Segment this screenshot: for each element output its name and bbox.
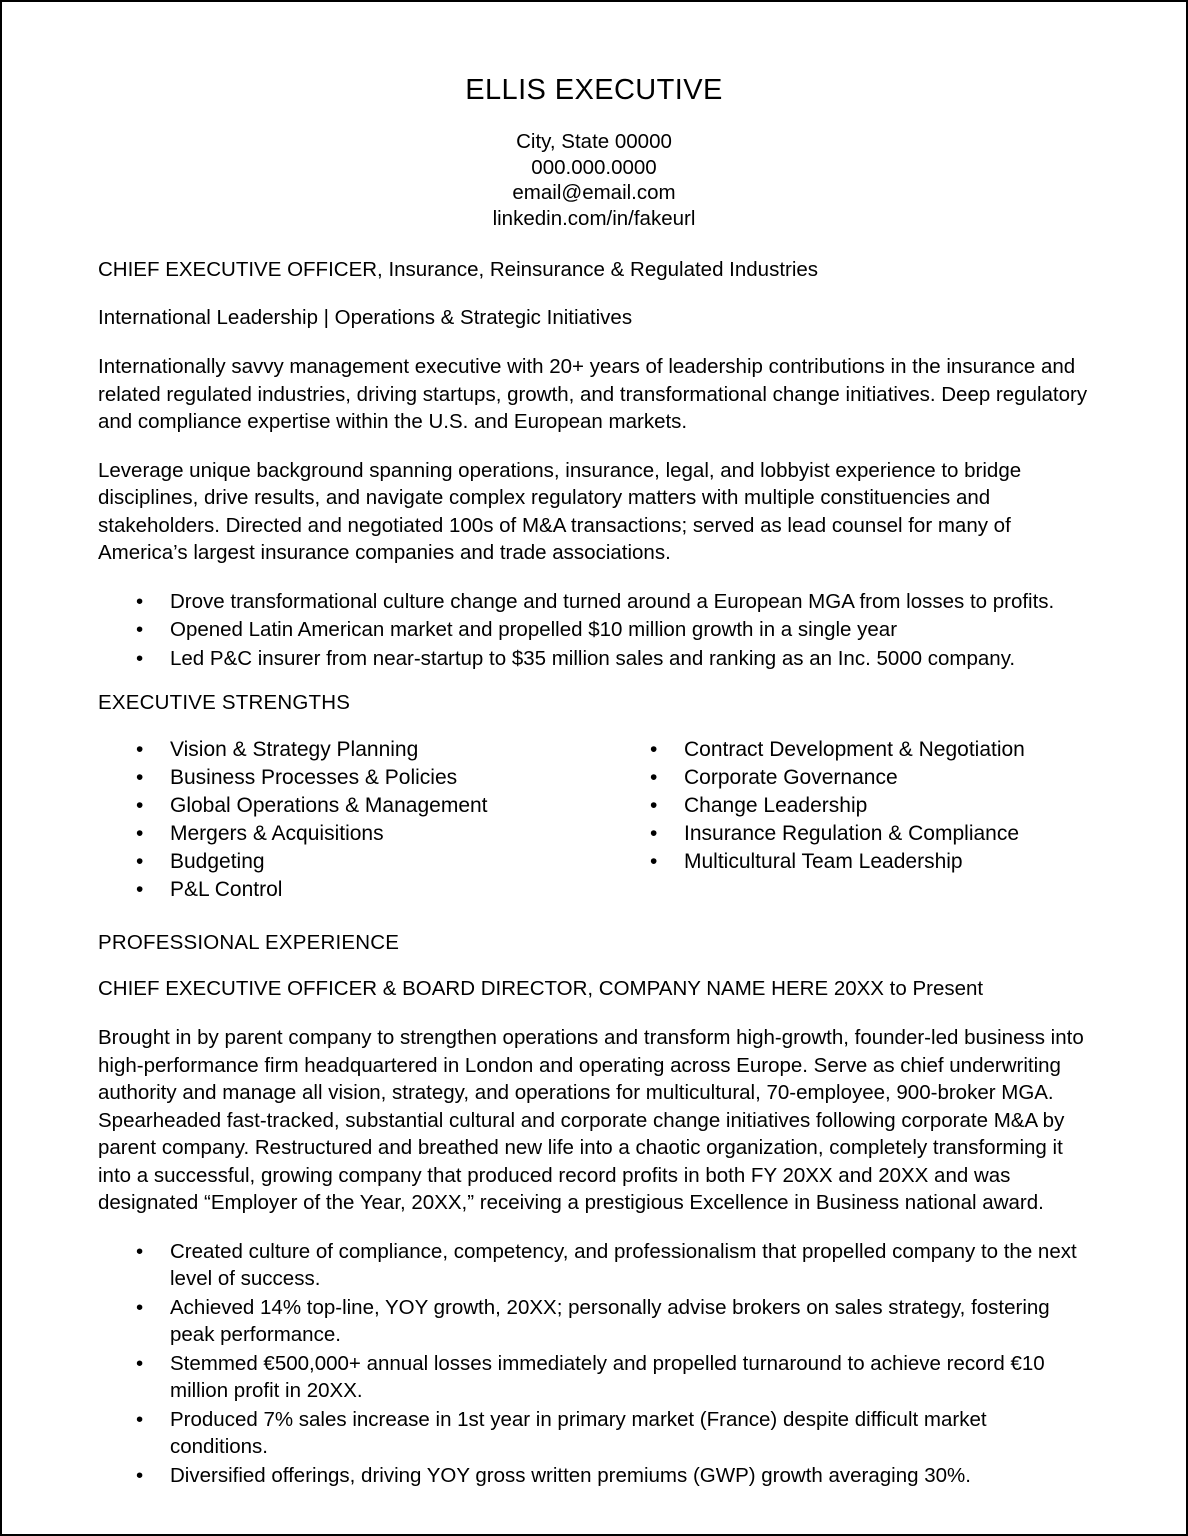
contact-block: [98, 129, 1090, 231]
bullet-icon: •: [650, 794, 658, 817]
list-item: [98, 1462, 1090, 1490]
bullet-icon: •: [650, 822, 658, 845]
strengths-column-right: [594, 736, 1090, 904]
list-item: [98, 1406, 1090, 1461]
bullet-icon: •: [136, 878, 144, 901]
list-item-text: Multicultural Team Leadership: [684, 850, 963, 873]
tagline: International Leadership | Operations & Strategic Initiatives: [98, 306, 633, 329]
bullet-icon: •: [650, 738, 658, 761]
bullet-icon: •: [650, 850, 658, 873]
list-item-text: Vision & Strategy Planning: [170, 738, 419, 761]
bullet-icon: •: [136, 738, 144, 761]
section-heading-professional-experience: PROFESSIONAL EXPERIENCE: [98, 931, 400, 954]
section-heading-executive-strengths: EXECUTIVE STRENGTHS: [98, 691, 351, 714]
bullet-icon: •: [136, 1295, 144, 1319]
bullet-icon: •: [136, 822, 144, 845]
list-item-text: Achieved 14% top-line, YOY growth, 20XX; personally advise brokers on sales strategy, fostering peak performance.: [170, 1295, 1050, 1346]
list-item: [98, 1350, 1090, 1405]
list-item: [98, 616, 1090, 644]
list-item-text: Opened Latin American market and propelled $10 million growth in a single year: [170, 618, 898, 641]
bullet-icon: •: [136, 618, 144, 641]
bullet-icon: •: [136, 589, 144, 613]
contact-linkedin: linkedin.com/in/fakeurl: [492, 206, 696, 230]
list-item-text: Corporate Governance: [684, 766, 898, 789]
list-item-text: Business Processes & Policies: [170, 766, 458, 789]
bullet-icon: •: [136, 794, 144, 817]
list-item: [98, 645, 1090, 673]
page-content: [2, 2, 1186, 1489]
list-item-text: Diversified offerings, driving YOY gross written premiums (GWP) growth averaging 30%.: [170, 1463, 971, 1487]
strengths-column-left: [98, 736, 594, 904]
summary-paragraph: Internationally savvy management executive with 20+ years of leadership contributions in the insurance and related regulated industries, driving startups, growth, and transformational change initiatives. Deep regulatory and compliance expertise within the U.S. and European markets.: [98, 355, 1088, 433]
list-item-text: Produced 7% sales increase in 1st year in primary market (France) despite difficult market conditions.: [170, 1407, 987, 1458]
page-title: ELLIS EXECUTIVE: [465, 74, 723, 106]
list-item: [98, 736, 594, 764]
contact-phone: 000.000.0000: [531, 155, 657, 179]
list-item-text: Contract Development & Negotiation: [684, 738, 1025, 761]
list-item: [98, 792, 594, 820]
bullet-icon: •: [136, 850, 144, 873]
list-item-text: P&L Control: [170, 878, 283, 901]
strengths-list-left: [98, 736, 594, 904]
list-item: [612, 820, 1090, 848]
strengths-list-right: [612, 736, 1090, 876]
summary-bullet-list: [98, 588, 1090, 673]
contact-email: email@email.com: [512, 181, 676, 204]
job-description: Brought in by parent company to strengthen operations and transform high-growth, founder-led business into high-performance firm headquartered in London and operating across Europe. Serve as chief underwriting authority and manage all vision, strategy, and operations for multicultural, 70-employee, 900-broker MGA. Spearheaded fast-tracked, substantial cultural and corporate change initiatives following corporate M&A by parent company. Restructured and breathed new life into a chaotic organization, completely transforming it into a successful, growing company that produced record profits in both FY 20XX and 20XX and was designated “Employer of the Year, 20XX,” receiving a prestigious Excellence in Business national award.: [98, 1026, 1084, 1214]
list-item: [612, 736, 1090, 764]
list-item-text: Budgeting: [170, 850, 265, 873]
list-item: [612, 764, 1090, 792]
list-item-text: Stemmed €500,000+ annual losses immediately and propelled turnaround to achieve record €10 million profit in 20XX.: [170, 1351, 1045, 1402]
bullet-icon: •: [650, 766, 658, 789]
list-item: [98, 764, 594, 792]
list-item-text: Led P&C insurer from near-startup to $35 million sales and ranking as an Inc. 5000 company.: [170, 646, 1016, 670]
job-title-line: CHIEF EXECUTIVE OFFICER & BOARD DIRECTOR, COMPANY NAME HERE 20XX to Present: [98, 977, 984, 1000]
executive-strengths-columns: [98, 736, 1090, 904]
list-item: [98, 848, 594, 876]
list-item: [98, 588, 1090, 616]
list-item: [612, 792, 1090, 820]
list-item-text: Drove transformational culture change and turned around a European MGA from losses to profits.: [170, 589, 1055, 613]
list-item-text: Global Operations & Management: [170, 794, 488, 817]
list-item-text: Mergers & Acquisitions: [170, 822, 384, 845]
bullet-icon: •: [136, 1463, 144, 1487]
contact-location: City, State 00000: [516, 130, 672, 153]
list-item: [612, 848, 1090, 876]
bullet-icon: •: [136, 766, 144, 789]
bullet-icon: •: [136, 1407, 144, 1431]
list-item: [98, 876, 594, 904]
job-bullet-list: [98, 1238, 1090, 1490]
list-item: [98, 1294, 1090, 1349]
list-item-text: Change Leadership: [684, 794, 868, 817]
list-item-text: Insurance Regulation & Compliance: [684, 822, 1020, 845]
bullet-icon: •: [136, 1351, 144, 1375]
list-item: [98, 820, 594, 848]
bullet-icon: •: [136, 646, 144, 670]
target-title: CHIEF EXECUTIVE OFFICER, Insurance, Reinsurance & Regulated Industries: [98, 258, 819, 281]
list-item-text: Created culture of compliance, competency, and professionalism that propelled company to the next level of success.: [170, 1239, 1077, 1290]
list-item: [98, 1238, 1090, 1293]
bullet-icon: •: [136, 1239, 144, 1263]
summary-paragraph: Leverage unique background spanning operations, insurance, legal, and lobbyist experience to bridge disciplines, drive results, and navigate complex regulatory matters with multiple constituencies and stakeholders. Directed and negotiated 100s of M&A transactions; served as lead counsel for many of America’s largest insurance companies and trade associations.: [98, 458, 1022, 564]
